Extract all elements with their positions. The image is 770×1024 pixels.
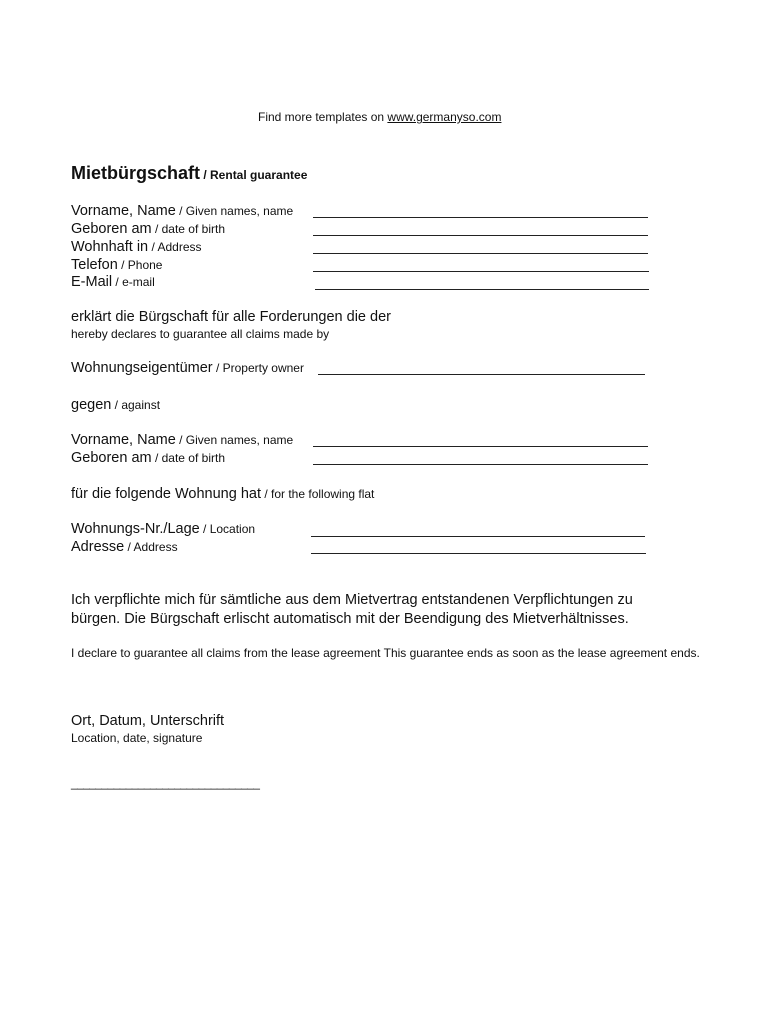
- declaration-de: erklärt die Bürgschaft für alle Forderungen die der: [71, 309, 391, 325]
- field-label-birth: [71, 220, 225, 238]
- website-link[interactable]: www.germanyso.com: [387, 110, 502, 124]
- declaration-en: hereby declares to guarantee all claims made by: [71, 327, 330, 341]
- obligation-de: Ich verpflichte mich für sämtliche aus dem Mietvertrag entstandenen Verpflichtungen zu bürgen. Die Bürgschaft erlischt automatisch mit der Beendigung des Mietverhältnisses.: [71, 592, 633, 627]
- field-label-en: / Property owner: [212, 361, 304, 375]
- against-en: / against: [111, 398, 161, 412]
- field-label-en: / Address: [124, 540, 178, 554]
- field-label-email: [71, 273, 155, 291]
- owner-line[interactable]: [318, 374, 645, 375]
- field-label-de: E-Mail: [71, 274, 113, 290]
- templates-notice: [258, 110, 501, 124]
- flat-en: / for the following flat: [261, 487, 375, 501]
- field-label-en: / Given names, name: [175, 204, 294, 218]
- field-label-en: / date of birth: [151, 222, 225, 236]
- signature-label-en: Location, date, signature: [71, 731, 203, 745]
- guarantor-phone-line[interactable]: [313, 271, 649, 272]
- tenant-label-birth: [71, 449, 225, 467]
- field-label-en: / Phone: [117, 258, 163, 272]
- flat-address-line[interactable]: [311, 553, 646, 554]
- field-label-en: / Location: [199, 522, 256, 536]
- signature-line[interactable]: _______________________________: [71, 776, 260, 790]
- field-label-en: / Given names, name: [175, 433, 294, 447]
- field-label-de: Geboren am: [71, 450, 152, 466]
- templates-notice-text: Find more templates on: [258, 110, 388, 124]
- field-label-name: [71, 202, 293, 220]
- field-label-de: Telefon: [71, 257, 118, 273]
- document-title: [71, 163, 307, 184]
- guarantor-address-line[interactable]: [313, 253, 648, 254]
- field-label-de: Wohnungs-Nr./Lage: [71, 521, 200, 537]
- field-label-de: Adresse: [71, 539, 125, 555]
- flat-de: für die folgende Wohnung hat: [71, 486, 261, 502]
- tenant-name-line[interactable]: [313, 446, 648, 447]
- field-label-phone: [71, 256, 162, 274]
- field-label-de: Wohnhaft in: [71, 239, 149, 255]
- signature-label-de: Ort, Datum, Unterschrift: [71, 713, 225, 729]
- field-label-en: / Address: [148, 240, 202, 254]
- guarantor-email-line[interactable]: [315, 289, 649, 290]
- against-de: gegen: [71, 397, 112, 413]
- title-en: / Rental guarantee: [200, 168, 308, 182]
- title-de: Mietbürgschaft: [71, 163, 201, 183]
- flat-label-address: [71, 538, 178, 556]
- guarantor-name-line[interactable]: [313, 217, 648, 218]
- field-label-de: Vorname, Name: [71, 203, 176, 219]
- flat-label: [71, 485, 374, 503]
- tenant-label-name: [71, 431, 293, 449]
- flat-label-location: [71, 520, 255, 538]
- obligation-en: I declare to guarantee all claims from the lease agreement This guarantee ends as soon as the lease agreement ends.: [71, 646, 700, 660]
- field-label-owner: [71, 359, 304, 377]
- against-label: [71, 396, 160, 414]
- field-label-en: / date of birth: [151, 451, 225, 465]
- tenant-birth-line[interactable]: [313, 464, 648, 465]
- field-label-de: Wohnungseigentümer: [71, 360, 213, 376]
- field-label-address: [71, 238, 202, 256]
- field-label-de: Vorname, Name: [71, 432, 176, 448]
- field-label-en: / e-mail: [112, 275, 155, 289]
- guarantor-birth-line[interactable]: [313, 235, 648, 236]
- flat-location-line[interactable]: [311, 536, 645, 537]
- field-label-de: Geboren am: [71, 221, 152, 237]
